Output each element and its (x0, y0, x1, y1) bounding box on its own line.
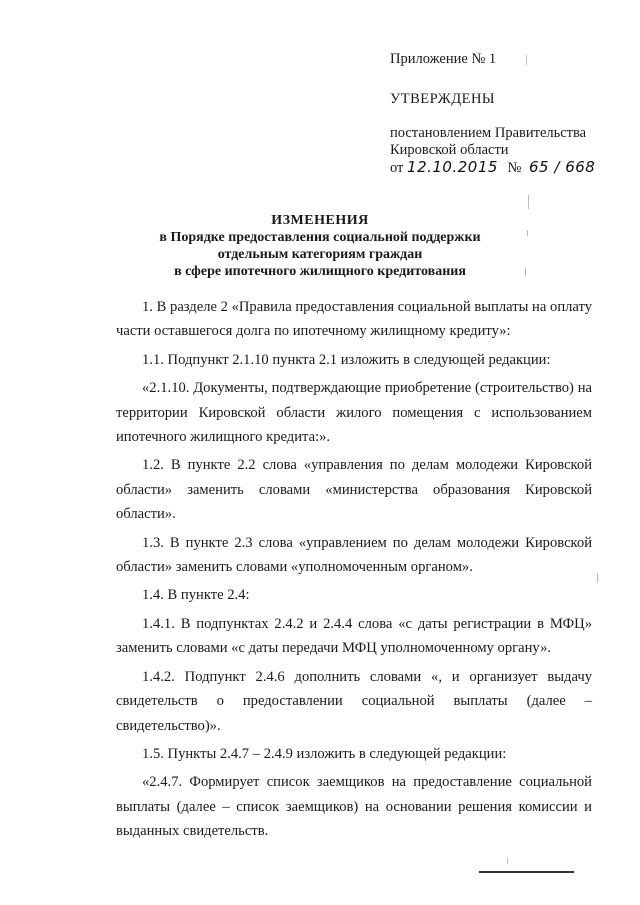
decree-line-2: Кировской области (390, 142, 509, 158)
paragraph-2-1-10: «2.1.10. Документы, подтверждающие приобретение (строительство) на территории Кировской области жилого помещения с использованием ипотечного жилищного кредита:». (116, 380, 592, 446)
approved-label: УТВЕРЖДЕНЫ (390, 91, 496, 107)
scan-artifact (525, 268, 526, 276)
paragraph-1-5: 1.5. Пункты 2.4.7 – 2.4.9 изложить в следующей редакции: (142, 745, 507, 762)
document-title: ИЗМЕНЕНИЯ (271, 213, 369, 228)
scan-artifact (527, 230, 528, 236)
scan-artifact (528, 195, 529, 209)
date-prefix: от (390, 160, 404, 176)
number-prefix: № (507, 160, 522, 176)
title-line-3: отдельным категориям граждан (217, 247, 423, 262)
paragraph-1-3: 1.3. В пункте 2.3 слова «управлением по делам молодежи Кировской области» заменить словами «уполномоченным органом». (116, 534, 592, 576)
handwritten-number: 65 / 668 (529, 158, 596, 176)
scan-artifact (507, 858, 508, 864)
paragraph-1: 1. В разделе 2 «Правила предоставления социальной выплаты на оплату части оставшегося долга по ипотечному жилищному кредиту»: (116, 299, 592, 340)
document-body (116, 295, 592, 848)
decree-line-1: постановлением Правительства (390, 125, 587, 141)
title-line-4: в сфере ипотечного жилищного кредитования (174, 264, 466, 279)
handwritten-date: 12.10.2015 (407, 158, 498, 176)
scan-artifact (597, 573, 598, 583)
paragraph-1-4-1: 1.4.1. В подпунктах 2.4.2 и 2.4.4 слова «с даты регистрации в МФЦ» заменить словами «с даты передачи МФЦ уполномоченному органу». (116, 615, 592, 657)
footer-rule (479, 871, 574, 873)
paragraph-1-2: 1.2. В пункте 2.2 слова «управления по делам молодежи Кировской области» заменить словами «министерства образования Кировской области». (116, 457, 592, 523)
paragraph-1-4: 1.4. В пункте 2.4: (142, 587, 250, 604)
decree-date-line (390, 158, 595, 177)
title-line-2: в Порядке предоставления социальной поддержки (159, 230, 481, 245)
scan-artifact (526, 55, 527, 65)
paragraph-1-4-2: 1.4.2. Подпункт 2.4.6 дополнить словами «, и организует выдачу свидетельств о предоставлении социальной выплаты (далее – свидетельство)». (116, 668, 592, 734)
paragraph-1-1: 1.1. Подпункт 2.1.10 пункта 2.1 изложить в следующей редакции: (142, 351, 551, 368)
paragraph-2-4-7: «2.4.7. Формирует список заемщиков на предоставление социальной выплаты (далее – список заемщиков) на основании решения комиссии и выданных свидетельств. (116, 774, 592, 840)
appendix-label: Приложение № 1 (390, 51, 497, 67)
